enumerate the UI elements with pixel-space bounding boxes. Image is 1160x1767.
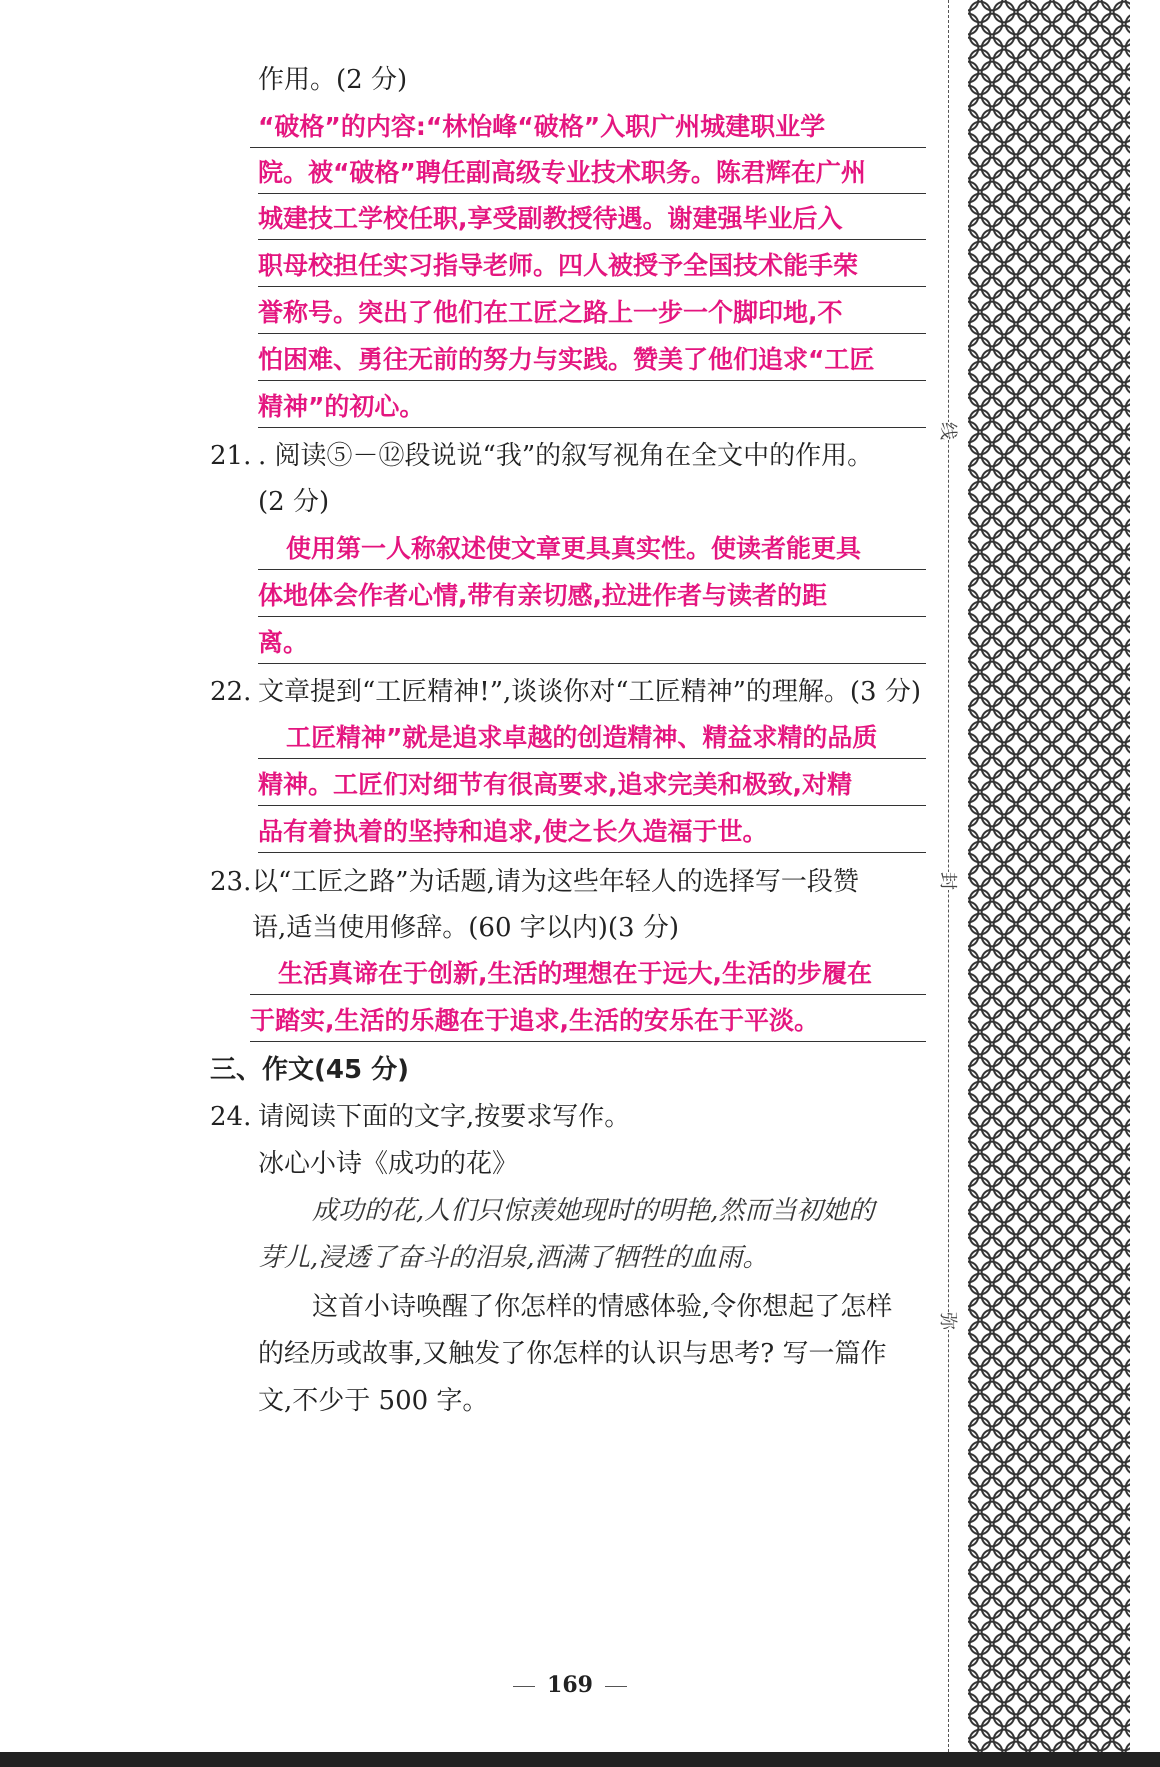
binding-label-xian: 线 bbox=[937, 422, 958, 440]
q24-prompt-line-3: 文,不少于 500 字。 bbox=[258, 1386, 489, 1416]
poem-title: 冰心小诗《成功的花》 bbox=[258, 1149, 519, 1179]
q24-question bbox=[210, 1097, 630, 1137]
q20-answer-line-2: 院。被“破格”聘任副高级专业技术职务。陈君辉在广州 bbox=[258, 153, 926, 194]
q20-answer-line-7: 精神”的初心。 bbox=[258, 387, 926, 428]
q23-number: 23. bbox=[210, 867, 252, 897]
q24-text: 请阅读下面的文字,按要求写作。 bbox=[258, 1102, 631, 1132]
bottom-edge-bar bbox=[0, 1752, 1160, 1767]
q20-answer-line-3: 城建技工学校任职,享受副教授待遇。谢建强毕业后入 bbox=[258, 199, 926, 240]
q20-answer-line-6: 怕困难、勇往无前的努力与实践。赞美了他们追求“工匠 bbox=[258, 340, 926, 381]
q20-answer-line-1: “破格”的内容:“林怡峰“破格”入职广州城建职业学 bbox=[250, 107, 926, 148]
section-heading-composition: 三、作文(45 分) bbox=[210, 1055, 409, 1085]
poem-line-1: 成功的花,人们只惊羡她现时的明艳,然而当初她的 bbox=[312, 1196, 875, 1226]
page-number bbox=[500, 1672, 640, 1698]
q20-answer-line-5: 誉称号。突出了他们在工匠之路上一步一个脚印地,不 bbox=[258, 293, 926, 334]
decorative-border-pattern bbox=[968, 0, 1130, 1752]
q23-question bbox=[210, 862, 859, 902]
q20-score: 作用。(2 分) bbox=[258, 65, 408, 95]
poem-line-2: 芽儿,浸透了奋斗的泪泉,洒满了牺牲的血雨。 bbox=[258, 1243, 769, 1273]
q21-text: . 阅读⑤－⑫段说说“我”的叙写视角在全文中的作用。 bbox=[258, 441, 874, 471]
binding-label-feng: 封 bbox=[937, 872, 958, 890]
q24-prompt-line-1: 这首小诗唤醒了你怎样的情感体验,令你想起了怎样 bbox=[312, 1292, 893, 1322]
q22-answer-line-1: 工匠精神”就是追求卓越的创造精神、精益求精的品质 bbox=[258, 718, 926, 759]
q24-number: 24. bbox=[210, 1102, 252, 1132]
q22-text: 文章提到“工匠精神!”,谈谈你对“工匠精神”的理解。(3 分) bbox=[258, 677, 921, 707]
page-number-text: 169 bbox=[547, 1672, 593, 1698]
q23-answer-line-2: 于踏实,生活的乐趣在于追求,生活的安乐在于平淡。 bbox=[250, 1001, 926, 1042]
q22-answer-line-3: 品有着执着的坚持和追求,使之长久造福于世。 bbox=[258, 812, 926, 853]
q21-question bbox=[210, 436, 873, 476]
q23-text-cont: 语,适当使用修辞。(60 字以内)(3 分) bbox=[252, 913, 679, 943]
page-number-left-dash bbox=[513, 1686, 535, 1687]
q22-question bbox=[210, 672, 921, 712]
q21-answer-line-3: 离。 bbox=[258, 623, 926, 664]
q21-number: 21. bbox=[210, 441, 252, 471]
binding-label-mi: 弥 bbox=[937, 1312, 958, 1330]
q22-answer-line-2: 精神。工匠们对细节有很高要求,追求完美和极致,对精 bbox=[258, 765, 926, 806]
q21-answer-line-1: 使用第一人称叙述使文章更具真实性。使读者能更具 bbox=[258, 529, 926, 570]
q20-answer-line-4: 职母校担任实习指导老师。四人被授予全国技术能手荣 bbox=[258, 246, 926, 287]
q21-answer-line-2: 体地体会作者心情,带有亲切感,拉进作者与读者的距 bbox=[258, 576, 926, 617]
q24-prompt-line-2: 的经历或故事,又触发了你怎样的认识与思考? 写一篇作 bbox=[258, 1339, 887, 1369]
q22-number: 22. bbox=[210, 677, 252, 707]
q23-text: 以“工匠之路”为话题,请为这些年轻人的选择写一段赞 bbox=[252, 867, 859, 897]
page-number-right-dash bbox=[605, 1686, 627, 1687]
q21-score: (2 分) bbox=[258, 487, 330, 517]
q23-answer-line-1: 生活真谛在于创新,生活的理想在于远大,生活的步履在 bbox=[250, 954, 926, 995]
